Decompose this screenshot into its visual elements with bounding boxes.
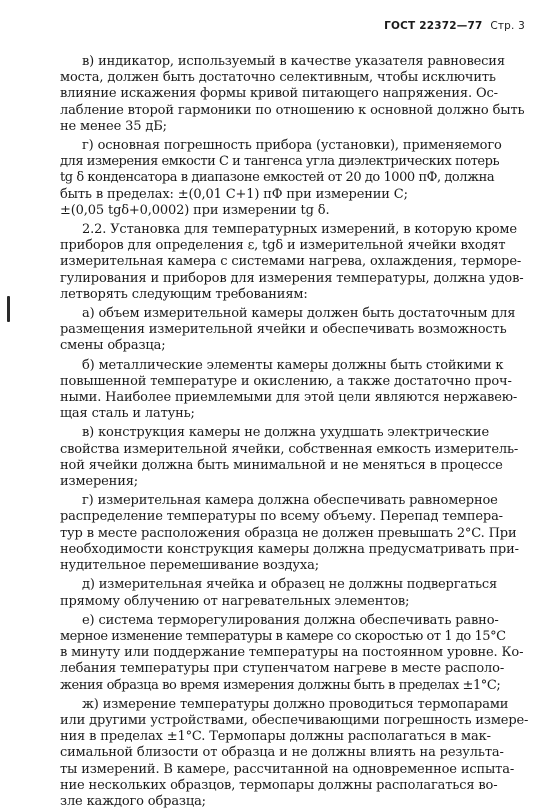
text-line: ния в пределах ±1°C. Термопары должны располагаться в мак- <box>60 729 491 745</box>
text-line: прямому облучению от нагревательных элементов; <box>60 593 410 609</box>
text-line: свойства измерительной ячейки, собственная емкость измеритель- <box>60 441 519 457</box>
text-line: необходимости конструкция камеры должна предусматривать при- <box>60 541 519 557</box>
text-line: влияние искажения формы кривой питающего напряжения. Ос- <box>60 86 498 102</box>
standard-number: ГОСТ 22372—77 <box>384 20 483 32</box>
text-line: г) измерительная камера должна обеспечивать равномерное <box>82 493 498 509</box>
text-line: ными. Наиболее приемлемыми для этой цели являются нержавею- <box>60 390 518 406</box>
text-line: ной ячейки должна быть минимальной и не меняться в процессе <box>60 457 503 473</box>
text-line: ж) измерение температуры должно проводиться термопарами <box>82 696 509 712</box>
text-line: мерное изменение температуры в камере со скоростью от 1 до 15°C <box>60 628 506 644</box>
text-line: ние нескольких образцов, термопары должны располагаться во- <box>60 777 498 793</box>
text-line: для измерения емкости C и тангенса угла диэлектрических потерь <box>60 154 500 170</box>
text-line: летворять следующим требованиям: <box>60 286 308 302</box>
document-body <box>60 54 530 810</box>
text-line: в минуту или поддержание температуры на постоянном уровне. Ко- <box>60 645 524 661</box>
text-line: а) объем измерительной камеры должен быть достаточным для <box>82 306 516 322</box>
text-line: измерения; <box>60 474 138 490</box>
text-line: щая сталь и латунь; <box>60 406 195 422</box>
text-line: распределение температуры по всему объему. Перепад темпера- <box>60 509 503 525</box>
text-line: tg δ конденсатора в диапазоне емкостей от 20 до 1000 пФ, должна <box>60 170 495 186</box>
text-line: ты измерений. В камере, рассчитанной на одновременное испыта- <box>60 761 515 777</box>
text-line: моста, должен быть достаточно селективным, чтобы исключить <box>60 70 496 86</box>
text-line: ±(0,05 tgδ+0,0002) при измерении tg δ. <box>60 202 330 218</box>
text-line: лабление второй гармоники по отношению к основной должно быть <box>60 102 525 118</box>
text-line: лебания температуры при ступенчатом нагреве в месте располо- <box>60 661 505 677</box>
text-line: жения образца во время измерения должны быть в пределах ±1°C; <box>60 677 501 693</box>
text-line: 2.2. Установка для температурных измерений, в которую кроме <box>82 222 517 238</box>
text-line: или другими устройствами, обеспечивающими погрешность измере- <box>60 712 529 728</box>
text-line: е) система терморегулирования должна обеспечивать равно- <box>82 612 499 628</box>
page-number: Стр. 3 <box>490 20 525 32</box>
text-line: в) конструкция камеры не должна ухудшать электрические <box>82 425 489 441</box>
text-line: не менее 35 дБ; <box>60 118 167 134</box>
text-line: д) измерительная ячейка и образец не должны подвергаться <box>82 577 498 593</box>
text-line: размещения измерительной ячейки и обеспечивать возможность <box>60 322 507 338</box>
text-line: б) металлические элементы камеры должны быть стойкими к <box>82 357 504 373</box>
text-line: симальной близости от образца и не должны влиять на результа- <box>60 745 504 761</box>
margin-mark <box>7 296 10 322</box>
text-line: в) индикатор, используемый в качестве указателя равновесия <box>82 54 505 69</box>
page-header <box>384 20 525 32</box>
text-line: зле каждого образца; <box>60 793 206 809</box>
text-line: измерительная камера с системами нагрева, охлаждения, терморе- <box>60 254 522 270</box>
text-line: нудительное перемешивание воздуха; <box>60 558 319 574</box>
text-line: тур в месте расположения образца не должен превышать 2°C. При <box>60 525 517 541</box>
text-line: быть в пределах: ±(0,01 C+1) пФ при измерении C; <box>60 186 408 202</box>
text-line: гулирования и приборов для измерения температуры, должна удов- <box>60 270 524 286</box>
text-line: г) основная погрешность прибора (установки), применяемого <box>82 138 502 154</box>
text-line: повышенной температуре и окислению, а также достаточно проч- <box>60 373 512 389</box>
text-line: приборов для определения ε, tgδ и измерительной ячейки входят <box>60 238 506 254</box>
text-line: смены образца; <box>60 338 166 354</box>
